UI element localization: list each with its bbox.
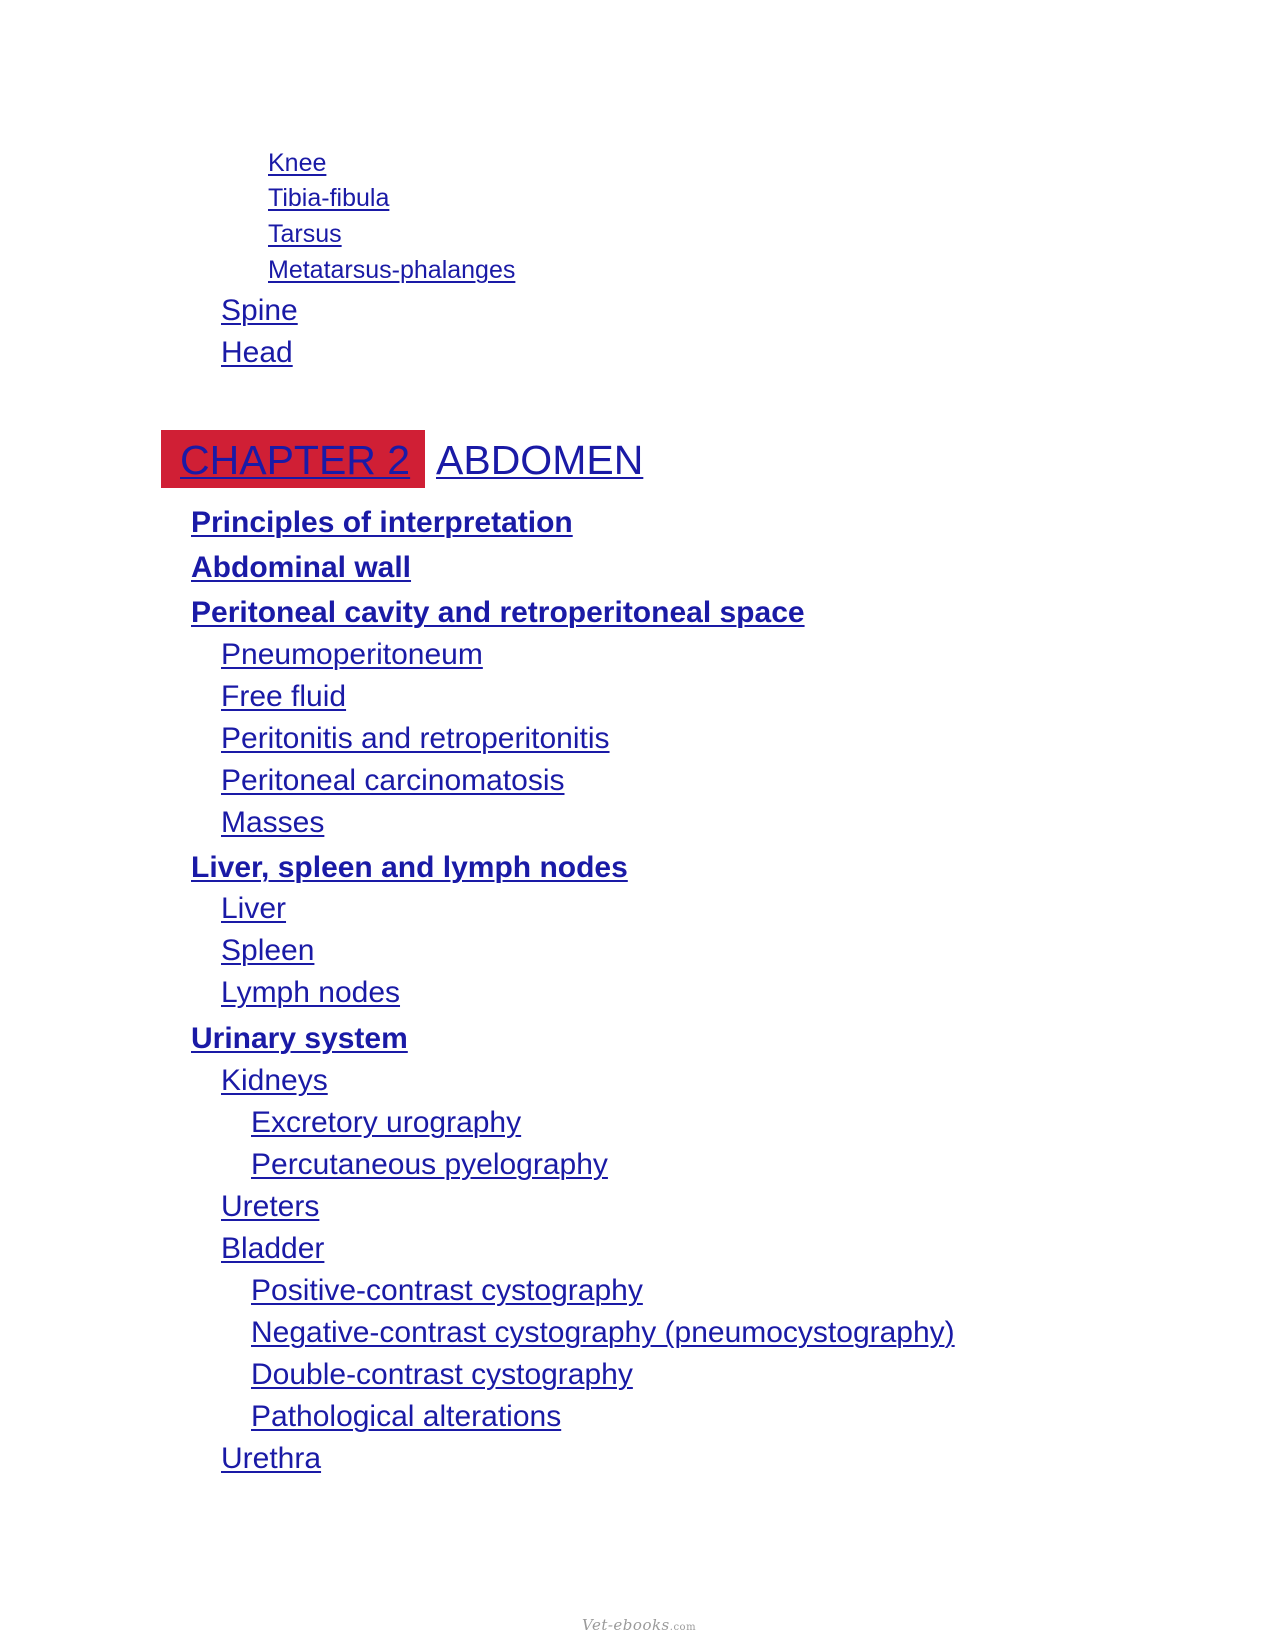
toc-principles[interactable]: Principles of interpretation [191,506,573,539]
toc-item-masses[interactable]: Masses [221,806,325,839]
toc-item-metatarsus-phalanges[interactable]: Metatarsus-phalanges [268,256,516,284]
toc-item-bladder[interactable]: Bladder [221,1232,325,1265]
toc-peritoneal-heading[interactable]: Peritoneal cavity and retroperitoneal space [191,596,805,629]
toc-item-lymph-nodes[interactable]: Lymph nodes [221,976,401,1009]
toc-item-ureters[interactable]: Ureters [221,1190,320,1223]
toc-item-knee[interactable]: Knee [268,149,327,177]
watermark-text: Vet-ebooks [582,1616,670,1634]
toc-item-head[interactable]: Head [221,336,293,369]
toc-item-double-contrast[interactable]: Double-contrast cystography [251,1358,633,1391]
toc-item-peritoneal-carcinomatosis[interactable]: Peritoneal carcinomatosis [221,764,565,797]
toc-abdominal-wall[interactable]: Abdominal wall [191,551,412,584]
toc-urinary-heading[interactable]: Urinary system [191,1022,408,1055]
toc-item-kidneys[interactable]: Kidneys [221,1064,328,1097]
toc-item-excretory-urography[interactable]: Excretory urography [251,1106,522,1139]
toc-item-urethra[interactable]: Urethra [221,1442,322,1475]
watermark-suffix: .com [669,1622,697,1633]
toc-item-peritonitis[interactable]: Peritonitis and retroperitonitis [221,722,610,755]
chapter-number-link[interactable]: CHAPTER 2 [180,437,411,483]
chapter-title-link[interactable]: ABDOMEN [436,437,644,483]
toc-item-negative-contrast[interactable]: Negative-contrast cystography (pneumocystography) [251,1316,955,1349]
toc-item-positive-contrast[interactable]: Positive-contrast cystography [251,1274,643,1307]
toc-item-spine[interactable]: Spine [221,294,298,327]
toc-item-free-fluid[interactable]: Free fluid [221,680,347,713]
toc-item-liver[interactable]: Liver [221,892,287,925]
watermark-logo [582,1616,696,1634]
toc-item-tarsus[interactable]: Tarsus [268,220,342,248]
toc-liver-heading[interactable]: Liver, spleen and lymph nodes [191,851,628,884]
toc-item-spleen[interactable]: Spleen [221,934,315,967]
toc-item-pathological-alterations[interactable]: Pathological alterations [251,1400,562,1433]
toc-item-tibia-fibula[interactable]: Tibia-fibula [268,184,390,212]
toc-item-percutaneous-pyelography[interactable]: Percutaneous pyelography [251,1148,608,1181]
toc-item-pneumoperitoneum[interactable]: Pneumoperitoneum [221,638,483,671]
